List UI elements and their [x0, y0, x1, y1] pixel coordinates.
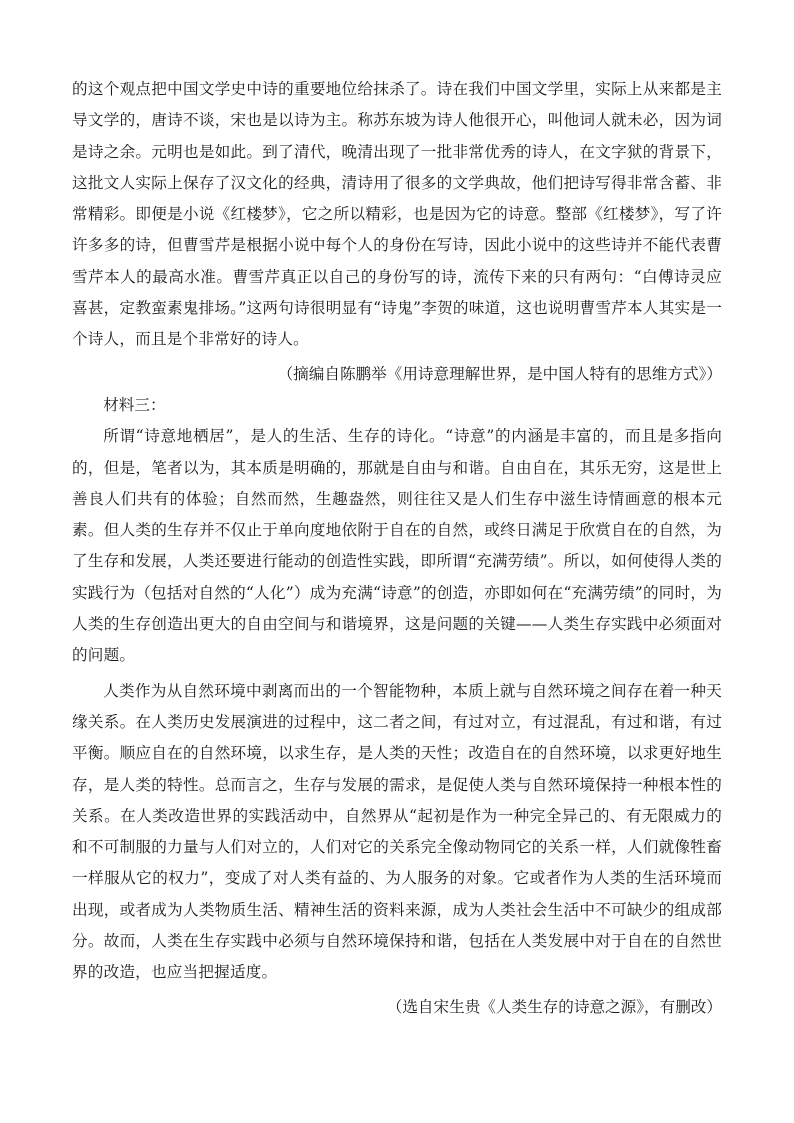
material-3-label: 材料三： — [103, 395, 166, 414]
paragraph-continuation: 的这个观点把中国文学史中诗的重要地位给抹杀了。诗在我们中国文学里，实际上从来都是主导文学的，唐诗不谈，宋也是以诗为主。称苏东坡为诗人他很开心，叫他词人就未必，因为词是诗之余。元明也是如此。到了清代，晚清出现了一批非常优秀的诗人，在文字狱的背景下，这批文人实际上保存了汉文化的经典，清诗用了很多的文学典故，他们把诗写得非常含蓄、非常精彩。即便是小说《红楼梦》，它之所以精彩，也是因为它的诗意。整部《红楼梦》，写了许许多多的诗，但曹雪芹是根据小说中每个人的身份在写诗，因此小说中的这些诗并不能代表曹雪芹本人的最高水准。曹雪芹真正以自己的身份写的诗，流传下来的只有两句：“白傅诗灵应喜甚，定教蛮素鬼排场。”这两句诗很明显有“诗鬼”李贺的味道，这也说明曹雪芹本人其实是一个诗人，而且是个非常好的诗人。 — [72, 80, 722, 349]
paragraph-material-3-second: 人类作为从自然环境中剥离而出的一个智能物种，本质上就与自然环境之间存在着一种天缘关系。在人类历史发展演进的过程中，这二者之间，有过对立，有过混乱，有过和谐，有过平衡。顺应自在的自然环境，以求生存，是人类的天性；改造自在的自然环境，以求更好地生存，是人类的特性。总而言之，生存与发展的需求，是促使人类与自然环境保持一种根本性的关系。在人类改造世界的实践活动中，自然界从“起初是作为一种完全异己的、有无限威力的和不可制服的力量与人们对立的，人们对它的关系完全像动物同它的关系一样，人们就像牲畜一样服从它的权力”，变成了对人类有益的、为人服务的对象。它或者作为人类的生活环境而出现，或者成为人类物质生活、精神生活的资料来源，成为人类社会生活中不可缺少的组成部分。故而，人类在生存实践中必须与自然环境保持和谐，包括在人类发展中对于自在的自然世界的改造，也应当把握适度。 — [72, 681, 722, 982]
paragraph-material-3-first: 所谓“诗意地栖居”，是人的生活、生存的诗化。“诗意”的内涵是丰富的，而且是多指向的，但是，笔者以为，其本质是明确的，那就是自由与和谐。自由自在，其乐无穷，这是世上善良人们共有的体验；自然而然，生趣盎然，则往往又是人们生存中滋生诗情画意的根本元素。但人类的生存并不仅止于单向度地依附于自在的自然，或终日满足于欣赏自在的自然，为了生存和发展，人类还要进行能动的创造性实践，即所谓“充满劳绩”。所以，如何使得人类的实践行为（包括对自然的“人化”）成为充满“诗意”的创造，亦即如何在“充满劳绩”的同时，为人类的生存创造出更大的自由空间与和谐境界，这是问题的关键——人类生存实践中必须面对的问题。 — [72, 427, 722, 665]
source-citation-2: （选自宋生贵《人类生存的诗意之源》，有删改） — [386, 997, 722, 1016]
document-page — [72, 74, 722, 1023]
source-citation-1: （摘编自陈鹏举《用诗意理解世界，是中国人特有的思维方式》） — [277, 364, 722, 383]
